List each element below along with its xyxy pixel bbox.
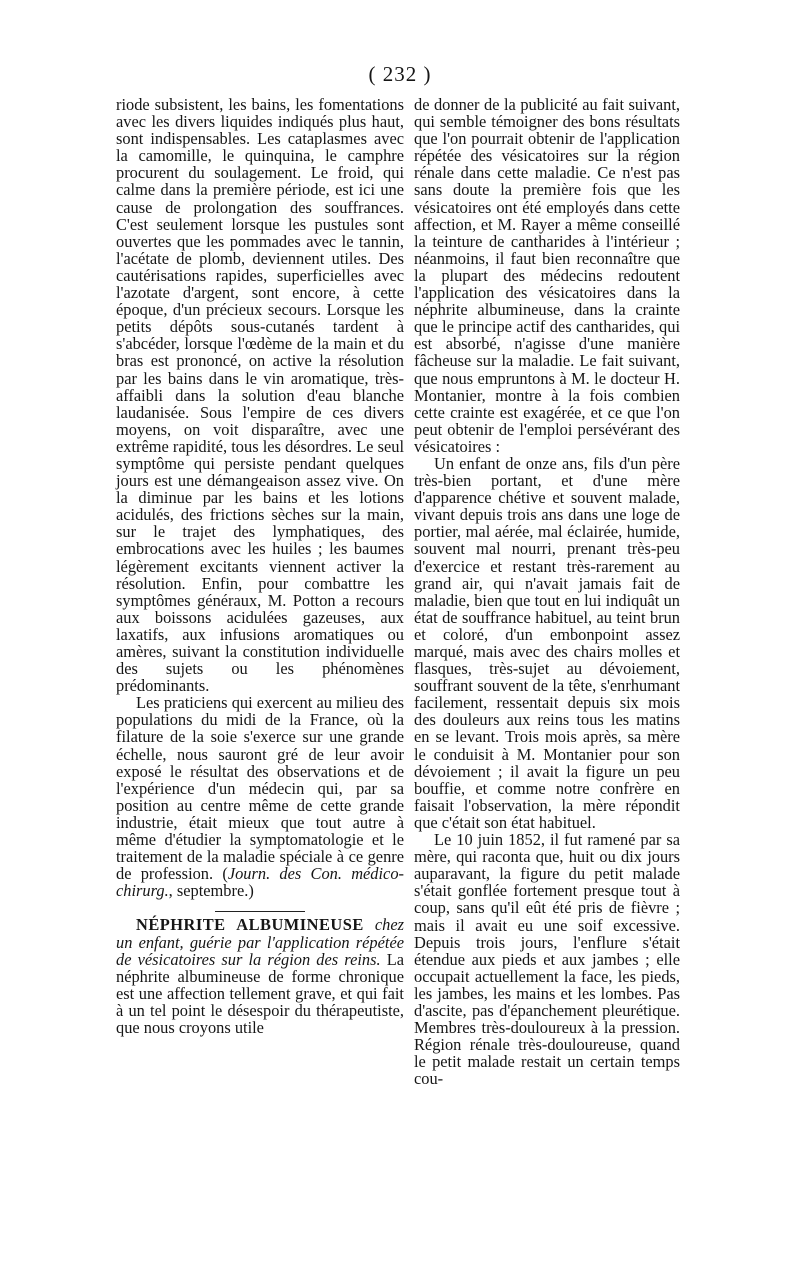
paragraph: Un enfant de onze ans, fils d'un père très-bien portant, et d'une mère d'apparence chétive et souvent malade, vivant depuis trois ans dans une loge de portier, mal aérée, mal éclairée, humide, souvent mal nourri, prenant très-peu d'exercice et restant très-rarement au grand air, qui n'avait jamais fait de maladie, bien que tout en lui indiquât un état de souffrance habituel, au teint brun et coloré, d'un embonpoint assez marqué, mais avec des chairs molles et flasques, très-sujet au dévoiement, souffrant souvent de la tête, s'enrhumant facilement, ressentait depuis six mois des douleurs aux reins tous les matins en se levant. Trois mois après, sa mère le conduisit à M. Montanier pour son dévoiement ; il avait la figure un peu bouffie, et comme notre confrère en faisait l'observation, la mère répondit que c'était son état habituel. bbox=[414, 453, 680, 832]
paragraph bbox=[116, 694, 404, 899]
paragraph-text: , septembre.) bbox=[168, 881, 254, 901]
paragraph: Le 10 juin 1852, il fut ramené par sa mère, qui raconta que, huit ou dix jours auparavant, la figure du petit malade s'était gonflée fortement presque tout à coup, sans qu'il eût été pris de fièvre ; mais il avait eu une soif excessive. Depuis trois jours, l'enflure s'était étendue aux pieds et aux jambes ; elle occupait actuellement la face, les pieds, les jambes, les mains et les lombes. Pas d'ascite, pas d'épanchement pleurétique. Membres très-douloureux à la pression. Région rénale très-douloureuse, quand le petit malade restait un certain temps cou- bbox=[414, 830, 680, 1089]
page-number: ( 232 ) bbox=[368, 62, 432, 86]
section-paragraph bbox=[116, 916, 404, 1036]
source-citation: Journ. des Con. médico-chirurg. bbox=[116, 864, 404, 901]
section-divider bbox=[215, 911, 305, 912]
left-column bbox=[116, 96, 404, 1036]
section-subtitle: chez un enfant, guérie par l'application répétée de vésicatoires sur la région des reins. bbox=[116, 915, 404, 969]
section-title: NÉPHRITE ALBUMINEUSE bbox=[136, 915, 364, 935]
right-column bbox=[414, 96, 680, 1087]
paragraph-text: Les praticiens qui exercent au milieu des populations du midi de la France, où la filature de la soie s'exerce sur une grande échelle, nous sauront gré de leur avoir exposé le résultat des observations et de l'expérience d'un médecin qui, par sa position au centre même de cette grande industrie, était mieux que tout autre à même d'étudier la symptomatologie et le traitement de la maladie spéciale à ce genre de profession. ( bbox=[116, 693, 404, 884]
paragraph: riode subsistent, les bains, les fomentations avec les divers liquides indiqués plus haut, sont indispensables. Les cataplasmes avec la camomille, le quinquina, le camphre procurent du soulagement. Le froid, qui calme dans la première période, est ici une cause de prolongation des souffrances. C'est seulement lorsque les pustules sont ouvertes que les pommades avec le tannin, l'acétate de plomb, deviennent utiles. Des cautérisations rapides, superficielles avec l'azotate d'argent, sont encore, à cette époque, d'un précieux secours. Lorsque les petits dépôts sous-cutanés tardent à s'abcéder, lorsque l'œdème de la main et du bras est prononcé, on active la résolution par les bains dans le vin aromatique, très-affaibli dans la solution d'eau blanche laudanisée. Sous l'empire de ces divers moyens, on voit disparaître, avec une extrême rapidité, tous les désordres. Le seul symptôme qui persiste pendant quelques jours est une démangeaison assez vive. On la diminue par les bains et les lotions acidulés, des frictions sèches sur la main, sur le trajet des lymphatiques, des embrocations avec les huiles ; les baumes légèrement excitants viennent activer la résolution. Enfin, pour combattre les symptômes généraux, M. Potton a recours aux boissons acidulées gazeuses, aux laxatifs, aux infusions aromatiques ou amères, suivant la constitution individuelle des sujets ou les phénomènes prédominants. bbox=[116, 95, 404, 696]
paragraph: de donner de la publicité au fait suivant, qui semble témoigner des bons résultats que l'on pourrait obtenir de l'application répétée des vésicatoires sur la région rénale dans cette maladie. Ce n'est pas sans doute la première fois que les vésicatoires ont été employés dans cette affection, et M. Rayer a même conseillé la teinture de cantharides à l'intérieur ; néanmoins, il faut bien reconnaître que la plupart des médecins redoutent l'application des vésicatoires dans la néphrite albumineuse, dans la crainte que le principe actif des cantharides, qui est absorbé, n'agisse d'une manière fâcheuse sur la maladie. Le fait suivant, que nous empruntons à M. le docteur H. Montanier, montre à la fois combien cette crainte est exagérée, et ce que l'on peut obtenir de l'emploi persévérant des vésicatoires : bbox=[414, 95, 680, 456]
paragraph-text: La néphrite albumineuse de forme chronique est une affection tellement grave, et qui fait à un tel point le désespoir du thérapeutiste, que nous croyons utile bbox=[116, 949, 404, 1037]
